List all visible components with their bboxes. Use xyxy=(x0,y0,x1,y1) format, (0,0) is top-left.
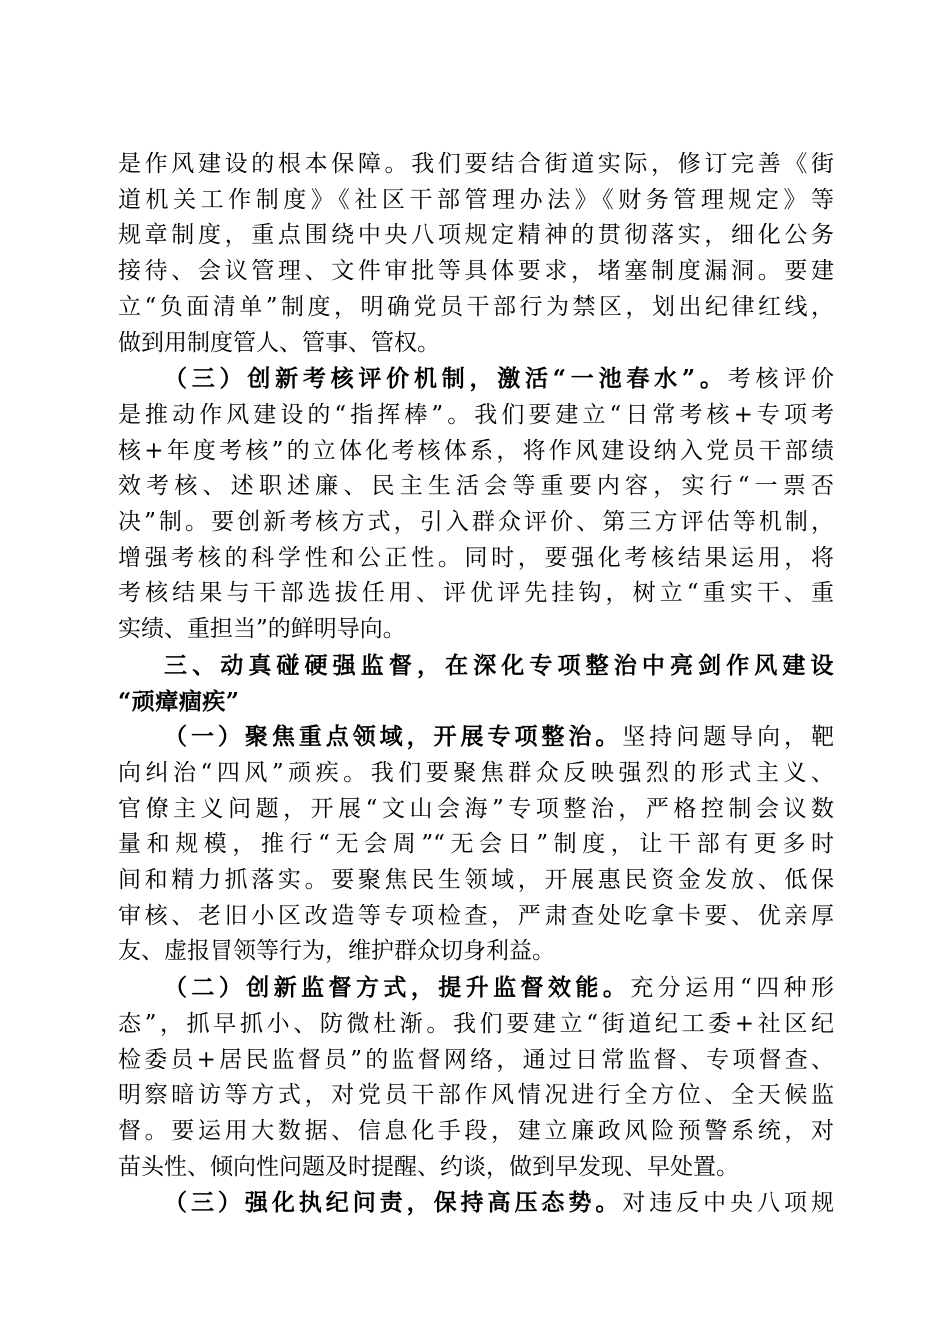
line-text: 接待、会议管理、文件审批等具体要求，堵塞制度漏洞。要建 xyxy=(118,258,834,285)
text-line xyxy=(118,469,834,505)
text-line xyxy=(118,934,834,970)
line-text: “顽瘴痼疾” xyxy=(118,687,240,715)
text-line xyxy=(118,326,834,362)
line-text: 道机关工作制度》《社区干部管理办法》《财务管理规定》等 xyxy=(118,186,834,213)
line-text: 官僚主义问题，开展“文山会海”专项整治，严格控制会议数 xyxy=(118,795,834,822)
text-line xyxy=(118,827,834,863)
line-text: 量和规模，推行“无会周”“无会日”制度，让干部有更多时 xyxy=(118,831,834,858)
line-text: 对违反中央八项规 xyxy=(622,1190,835,1217)
line-text: 实绩、重担当”的鲜明导向。 xyxy=(118,616,406,643)
text-line xyxy=(118,434,834,470)
line-text: 立“负面清单”制度，明确党员干部行为禁区，划出纪律红线， xyxy=(118,293,834,320)
text-line xyxy=(118,792,834,828)
line-text: 做到用制度管人、管事、管权。 xyxy=(118,329,440,356)
line-text: 间和精力抓落实。要聚焦民生领域，开展惠民资金发放、低保 xyxy=(118,867,834,894)
text-line xyxy=(118,648,834,684)
text-line xyxy=(118,1078,834,1114)
line-text: 充分运用“四种形 xyxy=(630,975,834,1002)
line-text: 督。要运用大数据、信息化手段，建立廉政风险预警系统，对 xyxy=(118,1117,834,1144)
paragraph-lead: （一）聚焦重点领域，开展专项整治。 xyxy=(164,723,623,751)
text-line xyxy=(118,1007,834,1043)
section-heading xyxy=(118,648,834,719)
paragraph xyxy=(118,361,834,648)
line-text: 是推动作风建设的“指挥棒”。我们要建立“日常考核+专项考 xyxy=(118,401,834,428)
line-text: 核+年度考核”的立体化考核体系，将作风建设纳入党员干部绩 xyxy=(118,437,834,464)
text-line xyxy=(118,290,834,326)
text-line xyxy=(118,612,834,648)
text-line xyxy=(118,576,834,612)
line-text: 检委员+居民监督员”的监督网络，通过日常监督、专项督查、 xyxy=(118,1046,834,1073)
paragraph xyxy=(118,970,834,1185)
line-text: 友、虚报冒领等行为，维护群众切身利益。 xyxy=(118,938,555,965)
paragraph xyxy=(118,147,834,361)
paragraph-lead: （三）创新考核评价机制，激活“一池春水”。 xyxy=(164,365,728,393)
line-text: 三、动真碰硬强监督，在深化专项整治中亮剑作风建设 xyxy=(164,651,834,679)
text-line xyxy=(118,541,834,577)
text-line xyxy=(118,899,834,935)
line-text: 苗头性、倾向性问题及时提醒、约谈，做到早发现、早处置。 xyxy=(118,1153,739,1180)
line-text: 增强考核的科学性和公正性。同时，要强化考核结果运用，将 xyxy=(118,544,834,571)
line-text: 态”，抓早抓小、防微杜渐。我们要建立“街道纪工委+社区纪 xyxy=(118,1010,834,1037)
text-line xyxy=(118,1150,834,1186)
text-line xyxy=(118,719,834,756)
text-line xyxy=(118,1043,834,1079)
text-line xyxy=(118,684,834,720)
text-line xyxy=(118,756,834,792)
text-line xyxy=(118,361,834,398)
text-line xyxy=(118,1185,834,1222)
line-text: 明察暗访等方式，对党员干部作风情况进行全方位、全天候监 xyxy=(118,1082,834,1109)
line-text: 规章制度，重点围绕中央八项规定精神的贯彻落实，细化公务 xyxy=(118,222,834,249)
paragraph xyxy=(118,719,834,970)
text-line xyxy=(118,183,834,219)
document-body xyxy=(118,147,834,1222)
line-text: 向纠治“四风”顽疾。我们要聚焦群众反映强烈的形式主义、 xyxy=(118,759,834,786)
text-line xyxy=(118,1114,834,1150)
paragraph-lead: （二）创新监督方式，提升监督效能。 xyxy=(164,974,631,1002)
line-text: 考核评价 xyxy=(727,366,835,393)
paragraph-lead: （三）强化执纪问责，保持高压态势。 xyxy=(164,1189,623,1217)
text-line xyxy=(118,398,834,434)
text-line xyxy=(118,505,834,541)
text-line xyxy=(118,147,834,183)
text-line xyxy=(118,218,834,254)
line-text: 效考核、述职述廉、民主生活会等重要内容，实行“一票否 xyxy=(118,473,834,500)
text-line xyxy=(118,254,834,290)
paragraph xyxy=(118,1185,834,1222)
line-text: 是作风建设的根本保障。我们要结合街道实际，修订完善《街 xyxy=(118,151,834,177)
line-text: 考核结果与干部选拔任用、评优评先挂钩，树立“重实干、重 xyxy=(118,580,834,607)
line-text: 坚持问题导向，靶 xyxy=(622,724,835,751)
text-line xyxy=(118,970,834,1007)
text-line xyxy=(118,863,834,899)
line-text: 审核、老旧小区改造等专项检查，严肃查处吃拿卡要、优亲厚 xyxy=(118,902,834,929)
line-text: 决”制。要创新考核方式，引入群众评价、第三方评估等机制， xyxy=(118,509,834,536)
